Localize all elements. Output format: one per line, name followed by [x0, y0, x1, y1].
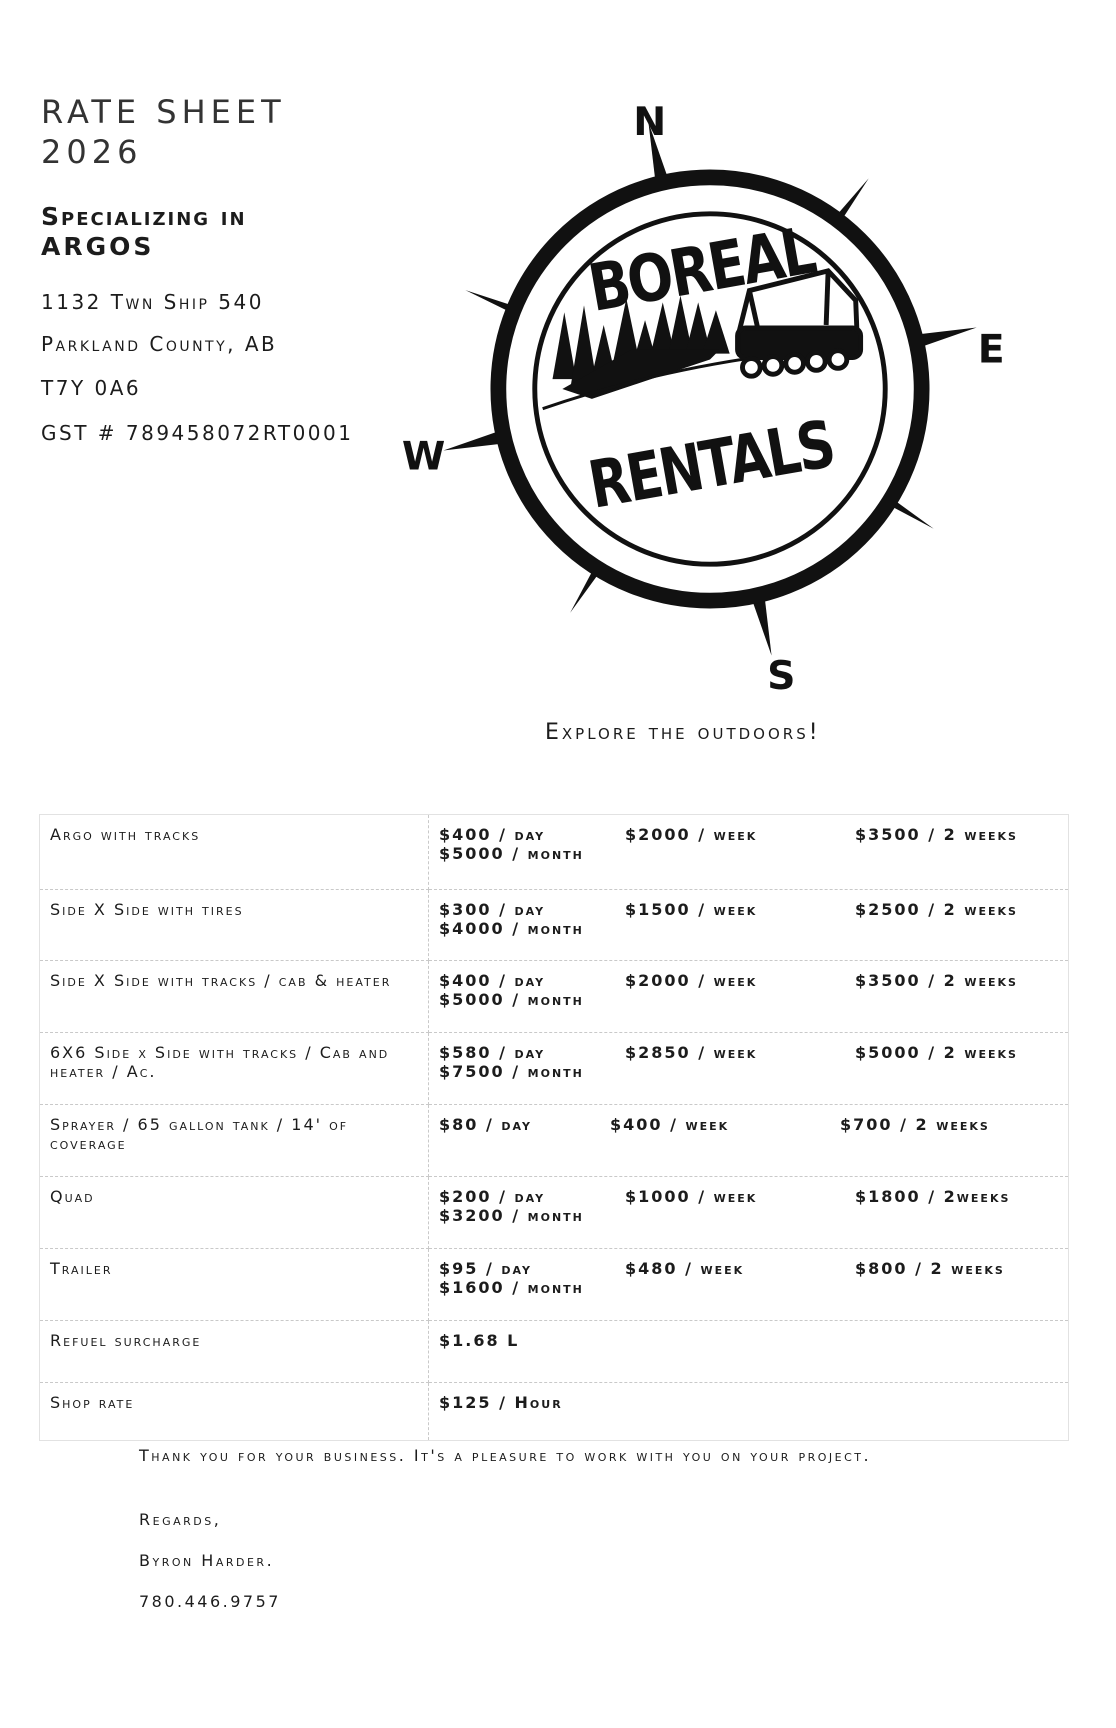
table-row: [40, 1105, 1069, 1177]
rate-value: $1.68 L: [429, 1321, 1069, 1383]
price-month: $5000 / month: [439, 990, 584, 1009]
rate-prices: [429, 890, 1069, 961]
price-two-weeks: $700 / 2 weeks: [840, 1115, 990, 1134]
rate-prices: [429, 1177, 1069, 1249]
rate-prices: [429, 1105, 1069, 1177]
compass-north: N: [633, 99, 667, 146]
price-day: $95 / day: [439, 1259, 532, 1278]
price-month: $7500 / month: [439, 1062, 584, 1081]
rate-prices: [429, 1033, 1069, 1105]
price-week: $1000 / week: [625, 1187, 758, 1206]
tagline: Explore the outdoors!: [545, 720, 821, 745]
rate-item: Shop rate: [40, 1383, 429, 1441]
regards: Regards,: [139, 1510, 222, 1529]
closing-section: [139, 1444, 899, 1611]
rate-item: Quad: [40, 1177, 429, 1249]
price-week: $2000 / week: [625, 971, 758, 990]
price-week: $480 / week: [625, 1259, 745, 1278]
price-day: $580 / day: [439, 1043, 546, 1062]
rate-item: Argo with tracks: [40, 815, 429, 890]
rate-value: $125 / Hour: [439, 1393, 563, 1412]
price-month: $4000 / month: [439, 919, 584, 938]
rate-item: 6X6 Side x Side with tracks / Cab and heater / Ac.: [40, 1033, 429, 1105]
address-line-1: 1132 Twn Ship 540: [41, 290, 264, 314]
rate-prices: [429, 961, 1069, 1033]
table-row: [40, 815, 1069, 890]
rate-item: Trailer: [40, 1249, 429, 1321]
rate-item: Refuel surcharge: [40, 1321, 429, 1383]
table-row: [40, 1321, 1069, 1383]
price-day: $80 / day: [439, 1115, 532, 1134]
logo-text-top: BOREAL: [583, 205, 866, 327]
rate-prices: [429, 1249, 1069, 1321]
price-day: $400 / day: [439, 825, 546, 844]
phone-number: 780.446.9757: [139, 1592, 281, 1611]
rate-prices: [429, 815, 1069, 890]
rate-item: Sprayer / 65 gallon tank / 14' of coverage: [40, 1105, 429, 1177]
page-title: [41, 92, 286, 172]
table-row: [40, 1249, 1069, 1321]
compass-east: E: [977, 326, 1005, 373]
price-week: $2000 / week: [625, 825, 758, 844]
price-month: $1600 / month: [439, 1278, 584, 1297]
table-row: [40, 1177, 1069, 1249]
signature-name: Byron Harder.: [139, 1551, 275, 1570]
price-month: $5000 / month: [439, 844, 584, 863]
table-row: [40, 1033, 1069, 1105]
compass-west: W: [401, 433, 446, 480]
table-row: [40, 1383, 1069, 1441]
price-day: $300 / day: [439, 900, 546, 919]
price-week: $1500 / week: [625, 900, 758, 919]
price-day: $200 / day: [439, 1187, 546, 1206]
postal-code: T7Y 0A6: [41, 376, 142, 400]
rate-item: Side X Side with tires: [40, 890, 429, 961]
price-day: $400 / day: [439, 971, 546, 990]
specializing-line-2: ARGOS: [41, 232, 155, 261]
price-two-weeks: $1800 / 2weeks: [855, 1187, 1011, 1206]
boreal-rentals-logo: [395, 74, 1025, 704]
rate-item: Side X Side with tracks / cab & heater: [40, 961, 429, 1033]
price-two-weeks: $800 / 2 weeks: [855, 1259, 1005, 1278]
price-month: $3200 / month: [439, 1206, 584, 1225]
title-line-1: RATE SHEET: [41, 93, 286, 131]
price-two-weeks: $2500 / 2 weeks: [855, 900, 1018, 919]
price-two-weeks: $3500 / 2 weeks: [855, 971, 1018, 990]
table-row: [40, 961, 1069, 1033]
price-week: $400 / week: [610, 1115, 730, 1134]
specializing-line-1: Specializing in: [41, 202, 247, 231]
logo-text-bottom: RENTALS: [583, 396, 898, 524]
price-week: $2850 / week: [625, 1043, 758, 1062]
table-row: [40, 890, 1069, 961]
rate-table: [39, 814, 1069, 1441]
title-line-2: 2026: [41, 133, 143, 171]
price-two-weeks: $5000 / 2 weeks: [855, 1043, 1018, 1062]
specializing-heading: [41, 202, 247, 262]
gst-number: GST # 789458072RT0001: [41, 421, 354, 445]
address-line-2: Parkland County, AB: [41, 332, 278, 356]
price-two-weeks: $3500 / 2 weeks: [855, 825, 1018, 844]
compass-south: S: [767, 653, 796, 700]
thank-you-note: Thank you for your business. It's a pleasure to work with you on your project.: [139, 1446, 872, 1465]
